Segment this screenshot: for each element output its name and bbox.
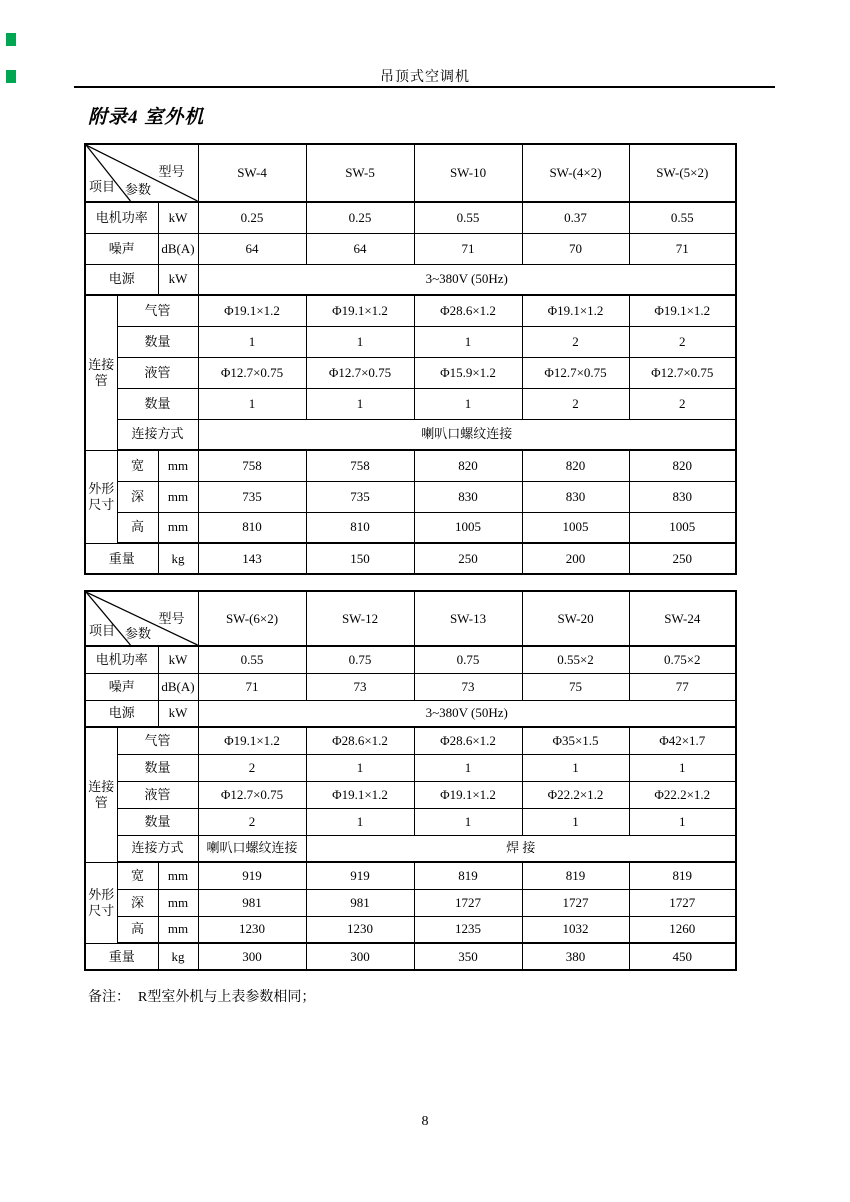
diagonal-header-cell [85, 144, 198, 202]
page-number: 8 [421, 1114, 429, 1129]
table-cell: 2 [198, 754, 306, 781]
table-cell: 0.25 [306, 202, 414, 233]
table-cell: Φ12.7×0.75 [306, 357, 414, 388]
row-unit: mm [158, 862, 198, 889]
noise-row [85, 233, 736, 264]
table-cell: 1 [414, 754, 522, 781]
table-cell: SW-4 [198, 144, 306, 202]
table-cell: 1 [306, 326, 414, 357]
table-cell: 300 [198, 943, 306, 970]
connection-value-weld: 焊 接 [306, 835, 736, 862]
row-label: 液管 [117, 781, 198, 808]
depth-row [85, 481, 736, 512]
table-cell: 758 [306, 450, 414, 481]
gas-pipe-row [85, 727, 736, 754]
row-label: 重量 [85, 543, 158, 574]
table-cell: 250 [414, 543, 522, 574]
table-cell: Φ19.1×1.2 [414, 781, 522, 808]
row-unit: kg [158, 543, 198, 574]
row-label: 电机功率 [85, 202, 158, 233]
table-cell: 2 [629, 388, 736, 419]
table-cell: 1005 [522, 512, 629, 543]
height-row [85, 512, 736, 543]
table-cell: 1727 [414, 889, 522, 916]
row-label: 重量 [85, 943, 158, 970]
row-label: 液管 [117, 357, 198, 388]
row-label: 噪声 [85, 233, 158, 264]
table-cell: 0.55×2 [522, 646, 629, 673]
dims-group-label: 外形尺寸 [85, 862, 117, 943]
table-cell: 200 [522, 543, 629, 574]
table-cell: 981 [306, 889, 414, 916]
row-unit: mm [158, 450, 198, 481]
table-cell: 758 [198, 450, 306, 481]
table-cell: 0.55 [198, 646, 306, 673]
row-label: 深 [117, 481, 158, 512]
table-cell: 1005 [414, 512, 522, 543]
footnote [88, 986, 315, 1006]
row-label: 数量 [117, 326, 198, 357]
table-cell: Φ28.6×1.2 [306, 727, 414, 754]
table-cell: 250 [629, 543, 736, 574]
row-label: 连接方式 [117, 419, 198, 450]
depth-row [85, 889, 736, 916]
connection-row [85, 419, 736, 450]
scan-mark-top [6, 33, 16, 46]
table-cell: Φ12.7×0.75 [629, 357, 736, 388]
table-cell: 1 [306, 388, 414, 419]
connection-value: 喇叭口螺纹连接 [198, 419, 736, 450]
table-cell: 2 [629, 326, 736, 357]
table-cell: Φ28.6×1.2 [414, 295, 522, 326]
table-cell: SW-24 [629, 591, 736, 646]
table-cell: 73 [306, 673, 414, 700]
table-cell: 1 [198, 388, 306, 419]
table-cell: 1032 [522, 916, 629, 943]
pipes-group-label: 连接管 [85, 295, 117, 450]
table-cell: Φ42×1.7 [629, 727, 736, 754]
item-axis-label: 项目 [89, 179, 116, 195]
row-label: 电源 [85, 264, 158, 295]
table-cell: 919 [306, 862, 414, 889]
table-cell: 143 [198, 543, 306, 574]
table-cell: 735 [306, 481, 414, 512]
model-axis-label: 型号 [158, 164, 185, 179]
gas-pipe-row [85, 295, 736, 326]
spec-table-1 [84, 143, 737, 575]
header-rule [74, 86, 775, 88]
motor-power-row [85, 646, 736, 673]
liquid-pipe-row [85, 781, 736, 808]
dims-group-label: 外形尺寸 [85, 450, 117, 543]
row-label: 电源 [85, 700, 158, 727]
table-cell: 1 [306, 808, 414, 835]
table-cell: 2 [522, 388, 629, 419]
table-cell: 0.75×2 [629, 646, 736, 673]
table-cell: 0.75 [414, 646, 522, 673]
row-label: 数量 [117, 808, 198, 835]
table-cell: 1 [198, 326, 306, 357]
section-title: 附录4 室外机 [88, 107, 205, 128]
table-cell: 150 [306, 543, 414, 574]
row-label: 宽 [117, 450, 158, 481]
weight-row [85, 543, 736, 574]
table-cell: 71 [198, 673, 306, 700]
row-unit: mm [158, 512, 198, 543]
table-cell: Φ19.1×1.2 [522, 295, 629, 326]
table-cell: SW-(6×2) [198, 591, 306, 646]
table-cell: 75 [522, 673, 629, 700]
liquid-qty-row [85, 388, 736, 419]
table-cell: 450 [629, 943, 736, 970]
table-cell: 0.25 [198, 202, 306, 233]
liquid-qty-row [85, 808, 736, 835]
table-cell: SW-5 [306, 144, 414, 202]
table-cell: SW-13 [414, 591, 522, 646]
row-unit: mm [158, 889, 198, 916]
table-cell: 810 [306, 512, 414, 543]
table-cell: Φ22.2×1.2 [629, 781, 736, 808]
liquid-pipe-row [85, 357, 736, 388]
row-label: 宽 [117, 862, 158, 889]
pipes-group-label: 连接管 [85, 727, 117, 862]
weight-row [85, 943, 736, 970]
row-label: 深 [117, 889, 158, 916]
row-label: 气管 [117, 727, 198, 754]
table-cell: Φ19.1×1.2 [629, 295, 736, 326]
noise-row [85, 673, 736, 700]
table-cell: 819 [414, 862, 522, 889]
row-unit: kW [158, 646, 198, 673]
table-cell: 830 [629, 481, 736, 512]
table-cell: Φ15.9×1.2 [414, 357, 522, 388]
row-label: 数量 [117, 388, 198, 419]
table-cell: Φ35×1.5 [522, 727, 629, 754]
table-cell: 830 [522, 481, 629, 512]
power-supply-row [85, 700, 736, 727]
row-unit: dB(A) [158, 233, 198, 264]
row-unit: kW [158, 700, 198, 727]
row-label: 数量 [117, 754, 198, 781]
table-cell: 1727 [629, 889, 736, 916]
table-cell: 71 [629, 233, 736, 264]
table-cell: 819 [629, 862, 736, 889]
table-cell: 810 [198, 512, 306, 543]
width-row [85, 862, 736, 889]
table-cell: 70 [522, 233, 629, 264]
spec-table-2 [84, 590, 737, 971]
row-label: 连接方式 [117, 835, 198, 862]
row-label: 高 [117, 512, 158, 543]
table-header-row [85, 591, 736, 646]
table-cell: Φ12.7×0.75 [198, 781, 306, 808]
table-cell: 830 [414, 481, 522, 512]
row-unit: mm [158, 481, 198, 512]
height-row [85, 916, 736, 943]
table-cell: 2 [198, 808, 306, 835]
table-cell: Φ19.1×1.2 [306, 781, 414, 808]
row-label: 高 [117, 916, 158, 943]
row-unit: kW [158, 264, 198, 295]
connection-row [85, 835, 736, 862]
power-supply-value: 3~380V (50Hz) [198, 700, 736, 727]
motor-power-row [85, 202, 736, 233]
table-cell: 819 [522, 862, 629, 889]
table-cell: 820 [629, 450, 736, 481]
table-cell: 300 [306, 943, 414, 970]
row-label: 气管 [117, 295, 198, 326]
diagonal-header-cell [85, 591, 198, 646]
table-cell: SW-20 [522, 591, 629, 646]
table-cell: Φ28.6×1.2 [414, 727, 522, 754]
table-cell: 1005 [629, 512, 736, 543]
table-cell: Φ19.1×1.2 [306, 295, 414, 326]
table-cell: 64 [198, 233, 306, 264]
param-axis-label: 参数 [125, 626, 152, 642]
table-cell: Φ19.1×1.2 [198, 727, 306, 754]
table-cell: 1 [629, 754, 736, 781]
table-cell: 1 [414, 808, 522, 835]
table-cell: SW-(5×2) [629, 144, 736, 202]
row-unit: kW [158, 202, 198, 233]
table-cell: SW-10 [414, 144, 522, 202]
table-cell: 1 [522, 754, 629, 781]
table-cell: Φ12.7×0.75 [522, 357, 629, 388]
power-supply-row [85, 264, 736, 295]
table-cell: 0.37 [522, 202, 629, 233]
row-unit: kg [158, 943, 198, 970]
table-cell: 820 [522, 450, 629, 481]
table-cell: 71 [414, 233, 522, 264]
table-cell: 1 [306, 754, 414, 781]
row-unit: mm [158, 916, 198, 943]
model-axis-label: 型号 [158, 611, 185, 626]
row-unit: dB(A) [158, 673, 198, 700]
table-cell: 1 [414, 326, 522, 357]
table-cell: 1 [414, 388, 522, 419]
table-cell: 2 [522, 326, 629, 357]
table-cell: 350 [414, 943, 522, 970]
param-axis-label: 参数 [125, 182, 152, 198]
table-cell: 1 [629, 808, 736, 835]
table-cell: 77 [629, 673, 736, 700]
table-cell: 73 [414, 673, 522, 700]
table-cell: 0.55 [414, 202, 522, 233]
page-header-title: 吊顶式空调机 [380, 70, 470, 85]
table-cell: 1235 [414, 916, 522, 943]
table-cell: 0.75 [306, 646, 414, 673]
table-cell: 820 [414, 450, 522, 481]
table-cell: 981 [198, 889, 306, 916]
footnote-label: 备注： [88, 990, 130, 1005]
table-cell: 1 [522, 808, 629, 835]
table-cell: 64 [306, 233, 414, 264]
table-cell: 735 [198, 481, 306, 512]
table-cell: 1230 [306, 916, 414, 943]
table-cell: 1727 [522, 889, 629, 916]
table-cell: 1260 [629, 916, 736, 943]
footnote-text: R型室外机与上表参数相同； [138, 990, 316, 1005]
table-cell: Φ12.7×0.75 [198, 357, 306, 388]
table-cell: 380 [522, 943, 629, 970]
gas-qty-row [85, 326, 736, 357]
table-cell: 0.55 [629, 202, 736, 233]
table-cell: Φ19.1×1.2 [198, 295, 306, 326]
table-cell: SW-12 [306, 591, 414, 646]
table-cell: 1230 [198, 916, 306, 943]
table-cell: Φ22.2×1.2 [522, 781, 629, 808]
gas-qty-row [85, 754, 736, 781]
power-supply-value: 3~380V (50Hz) [198, 264, 736, 295]
connection-value-flare: 喇叭口螺纹连接 [198, 835, 306, 862]
table-cell: SW-(4×2) [522, 144, 629, 202]
table-header-row [85, 144, 736, 202]
item-axis-label: 项目 [89, 623, 116, 639]
table-cell: 919 [198, 862, 306, 889]
row-label: 噪声 [85, 673, 158, 700]
width-row [85, 450, 736, 481]
row-label: 电机功率 [85, 646, 158, 673]
